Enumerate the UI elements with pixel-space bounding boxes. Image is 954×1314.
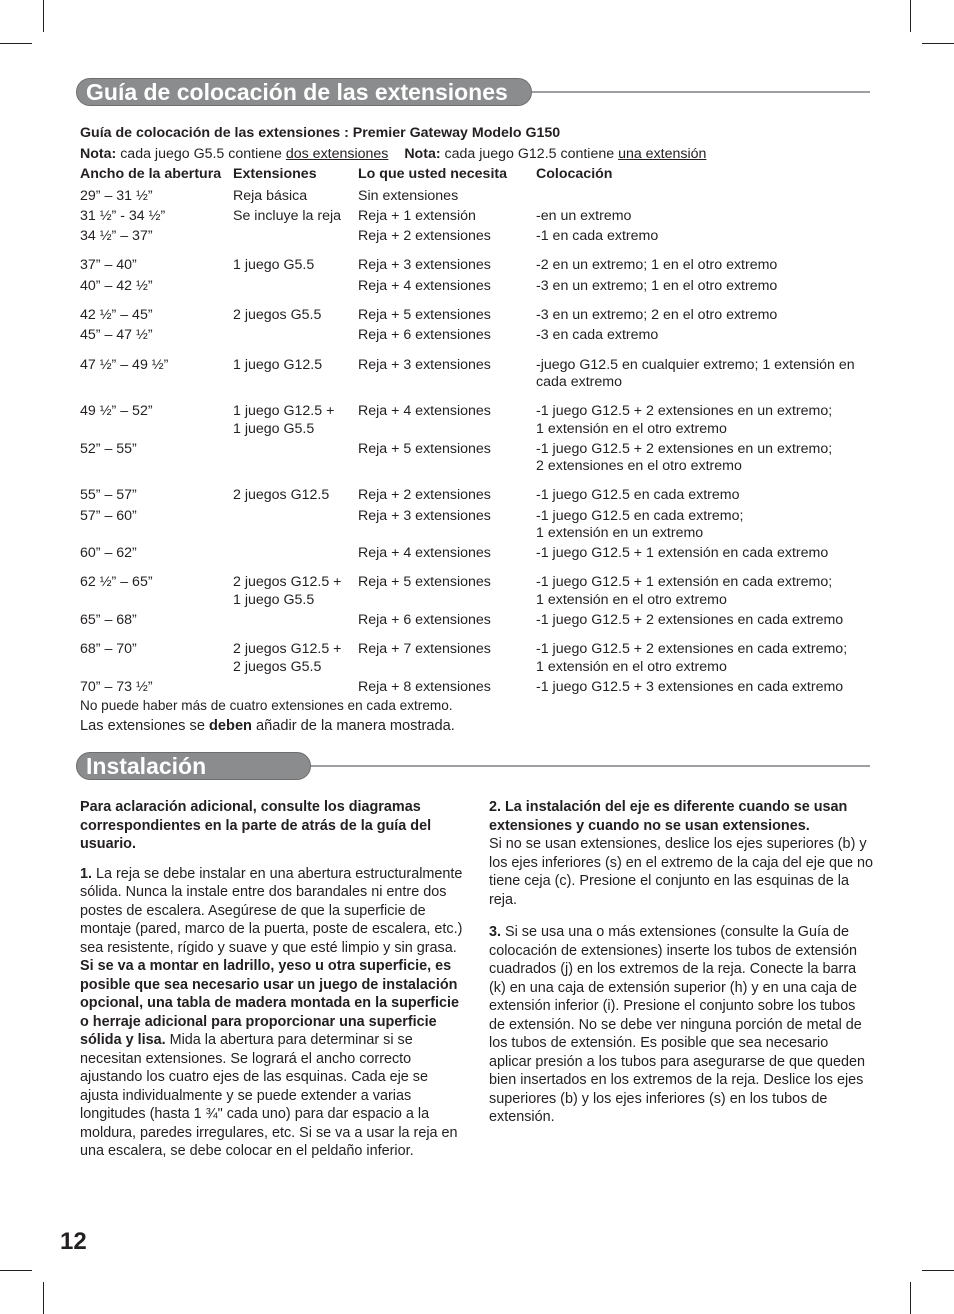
- table-cell: 52” – 55”: [80, 441, 137, 457]
- crop-mark: [910, 0, 911, 32]
- table-header-placement: Colocación: [536, 166, 613, 182]
- table-cell: -1 juego G12.5 + 3 extensiones en cada extremo: [536, 679, 844, 695]
- table-header-extensions: Extensiones: [233, 166, 317, 182]
- table-cell: 2 juegos G12.5 +: [233, 641, 342, 657]
- step3-number: 3.: [489, 924, 502, 940]
- table-cell: Reja + 6 extensiones: [358, 327, 491, 343]
- table-cell: Reja + 8 extensiones: [358, 679, 491, 695]
- table-cell: Reja + 1 extensión: [358, 208, 476, 224]
- table-cell: Reja + 3 extensiones: [358, 257, 491, 273]
- table-cell: -1 juego G12.5 + 1 extensión en cada extremo;: [536, 574, 833, 590]
- step1-text-a: La reja se debe instalar en una abertura estructuralmente sólida. Nunca la instale entre dos barandales ni entre dos postes de escalera. Asegúrese de que la superficie de montaje (pared, marco de la puerta, poste de escalera, etc.) sea resistente, rígido y suave y que esté limpio y sin grasa.: [80, 865, 463, 956]
- table-cell: 2 extensiones en el otro extremo: [536, 458, 742, 474]
- table-cell: cada extremo: [536, 374, 622, 390]
- table-cell: 68” – 70”: [80, 641, 137, 657]
- page-number: 12: [60, 1228, 87, 1255]
- table-cell: -3 en cada extremo: [536, 327, 659, 343]
- table-cell: -3 en un extremo; 1 en el otro extremo: [536, 278, 778, 294]
- install-section-header: [76, 752, 870, 780]
- table-header-width: Ancho de la abertura: [80, 166, 222, 182]
- table-cell: -2 en un extremo; 1 en el otro extremo: [536, 257, 778, 273]
- note2-text: cada juego G12.5 contiene: [440, 146, 619, 162]
- table-cell: Reja + 2 extensiones: [358, 228, 491, 244]
- table-cell: -1 juego G12.5 + 2 extensiones en cada extremo: [536, 612, 844, 628]
- table-cell: -1 juego G12.5 + 2 extensiones en cada extremo;: [536, 641, 848, 657]
- table-footnote: No puede haber más de cuatro extensiones en cada extremo.: [80, 698, 453, 713]
- table-cell: Reja + 5 extensiones: [358, 441, 491, 457]
- table-cell: -1 juego G12.5 en cada extremo: [536, 487, 740, 503]
- table-cell: 1 extensión en el otro extremo: [536, 421, 727, 437]
- table-cell: -en un extremo: [536, 208, 632, 224]
- crop-mark: [0, 43, 32, 44]
- install-right-column: [489, 798, 873, 1138]
- step1-text-b: Mida la abertura para determinar si se necesitan extensiones. Se logrará el ancho correcto ajustando los cuatro ejes de las esquinas. Cada eje se ajusta individualmente y se puede extender a varias longitudes (hasta 1 ¾" cada uno) para dar espacio a la moldura, paredes irregulares, etc. Si se va a usar la reja en una escalera, se debe colocar en el peldaño inferior.: [80, 1032, 458, 1159]
- table-cell: Reja + 5 extensiones: [358, 307, 491, 323]
- table-cell: -3 en un extremo; 2 en el otro extremo: [536, 307, 778, 323]
- install-title: Instalación: [86, 753, 207, 779]
- final-note-pre: Las extensiones se: [80, 718, 209, 734]
- table-cell: Reja + 7 extensiones: [358, 641, 491, 657]
- guide-title: Guía de colocación de las extensiones: [86, 79, 508, 105]
- table-cell: 45” – 47 ½”: [80, 327, 153, 343]
- note1-label: Nota:: [80, 146, 117, 162]
- table-cell: -1 juego G12.5 + 2 extensiones en un extremo;: [536, 441, 833, 457]
- table-cell: 2 juegos G12.5: [233, 487, 330, 503]
- table-cell: Reja + 4 extensiones: [358, 403, 491, 419]
- step1-number: 1.: [80, 865, 93, 882]
- table-cell: 31 ½” - 34 ½”: [80, 208, 166, 224]
- table-cell: -juego G12.5 en cualquier extremo; 1 extensión en: [536, 357, 855, 373]
- table-cell: Reja + 5 extensiones: [358, 574, 491, 590]
- table-cell: 42 ½” – 45”: [80, 307, 153, 323]
- table-cell: 62 ½” – 65”: [80, 574, 153, 590]
- table-cell: 40” – 42 ½”: [80, 278, 153, 294]
- final-note-bold: deben: [209, 718, 252, 734]
- install-intro: Para aclaración adicional, consulte los diagramas correspondientes en la parte de atrás de la guía del usuario.: [80, 799, 432, 852]
- table-cell: 2 juegos G5.5: [233, 659, 322, 675]
- table-cell: 2 juegos G5.5: [233, 307, 322, 323]
- table-cell: -1 juego G12.5 en cada extremo;: [536, 508, 744, 524]
- step3-body: Si se usa una o más extensiones (consulte la Guía de colocación de extensiones) inserte los tubos de extensión cuadrados (j) en los extremos de la reja. Conecte la barra (k) en una caja de extensión superior (h) y en una caja de extensión inferior (i). Presione el conjunto sobre los tubos de extensión. No se debe ver ninguna porción de metal de los tubos de extensión. Es posible que sea necesario aplicar presión a los tubos para asegurarse de que queden bien insertados en los extremos de la reja. Deslice los ejes superiores (b) y los ejes inferiores (s) en los tubos de extensión.: [489, 924, 866, 1125]
- table-cell: 34 ½” – 37”: [80, 228, 153, 244]
- note1-text: cada juego G5.5 contiene: [116, 146, 286, 162]
- table-cell: Sin extensiones: [358, 188, 459, 204]
- step1-bold-text: Si se va a montar en ladrillo, yeso u otra superficie, es posible que sea necesario usar un juego de instalación opcional, una tabla de madera montada en la superficie o herraje adicional para proporcionar una superficie sólida y lisa.: [80, 958, 460, 1048]
- table-cell: 1 extensión en el otro extremo: [536, 592, 727, 608]
- final-note: [80, 718, 455, 735]
- table-cell: 47 ½” – 49 ½”: [80, 357, 169, 373]
- table-cell: 57” – 60”: [80, 508, 137, 524]
- install-step-3: [489, 923, 873, 1127]
- table-cell: 1 juego G5.5: [233, 257, 315, 273]
- crop-mark: [922, 1270, 954, 1271]
- table-cell: -1 en cada extremo: [536, 228, 659, 244]
- table-cell: Reja + 6 extensiones: [358, 612, 491, 628]
- table-cell: 2 juegos G12.5 +: [233, 574, 342, 590]
- section-rule: [532, 91, 870, 93]
- table-cell: 1 extensión en el otro extremo: [536, 659, 727, 675]
- table-cell: 60” – 62”: [80, 545, 137, 561]
- table-cell: Reja + 3 extensiones: [358, 508, 491, 524]
- install-left-column: [80, 798, 464, 1172]
- table-header-need: Lo que usted necesita: [358, 166, 508, 182]
- crop-mark: [910, 1282, 911, 1314]
- table-cell: 1 extensión en un extremo: [536, 525, 704, 541]
- table-cell: 1 juego G12.5: [233, 357, 323, 373]
- crop-mark: [922, 43, 954, 44]
- table-cell: -1 juego G12.5 + 1 extensión en cada extremo: [536, 545, 829, 561]
- table-cell: 37” – 40”: [80, 257, 137, 273]
- crop-mark: [0, 1270, 32, 1271]
- table-cell: 1 juego G12.5 +: [233, 403, 335, 419]
- section-rule: [311, 765, 870, 767]
- table-cell: 65” – 68”: [80, 612, 137, 628]
- install-step-1: [80, 865, 464, 1161]
- table-cell: Reja + 3 extensiones: [358, 357, 491, 373]
- table-cell: -1 juego G12.5 + 2 extensiones en un extremo;: [536, 403, 833, 419]
- table-cell: Reja básica: [233, 188, 308, 204]
- table-cell: 1 juego G5.5: [233, 592, 315, 608]
- table-cell: 49 ½” – 52”: [80, 403, 153, 419]
- note2-underlined: una extensión: [618, 146, 707, 162]
- table-cell: Reja + 4 extensiones: [358, 545, 491, 561]
- table-cell: Se incluye la reja: [233, 208, 342, 224]
- table-cell: 1 juego G5.5: [233, 421, 315, 437]
- table-cell: 29” – 31 ½”: [80, 188, 153, 204]
- guide-subtitle: Guía de colocación de las extensiones : Premier Gateway Modelo G150: [80, 125, 561, 141]
- crop-mark: [43, 0, 44, 32]
- step2-body: Si no se usan extensiones, deslice los ejes superiores (b) y los ejes inferiores (s) en el extremo de la caja del eje que no tiene ceja (c). Presione el conjunto en las esquinas de la reja.: [489, 836, 873, 908]
- guide-section-header: [76, 78, 870, 106]
- final-note-post: añadir de la manera mostrada.: [251, 718, 455, 734]
- note1-underlined: dos extensiones: [285, 146, 389, 162]
- crop-mark: [43, 1282, 44, 1314]
- table-cell: 55” – 57”: [80, 487, 137, 503]
- table-cell: Reja + 4 extensiones: [358, 278, 491, 294]
- step2-heading: 2. La instalación del eje es diferente cuando se usan extensiones y cuando no se usan extensiones.: [489, 799, 848, 834]
- table-cell: 70” – 73 ½”: [80, 679, 153, 695]
- table-cell: Reja + 2 extensiones: [358, 487, 491, 503]
- guide-notes: [80, 146, 706, 163]
- note2-label: Nota:: [404, 146, 441, 162]
